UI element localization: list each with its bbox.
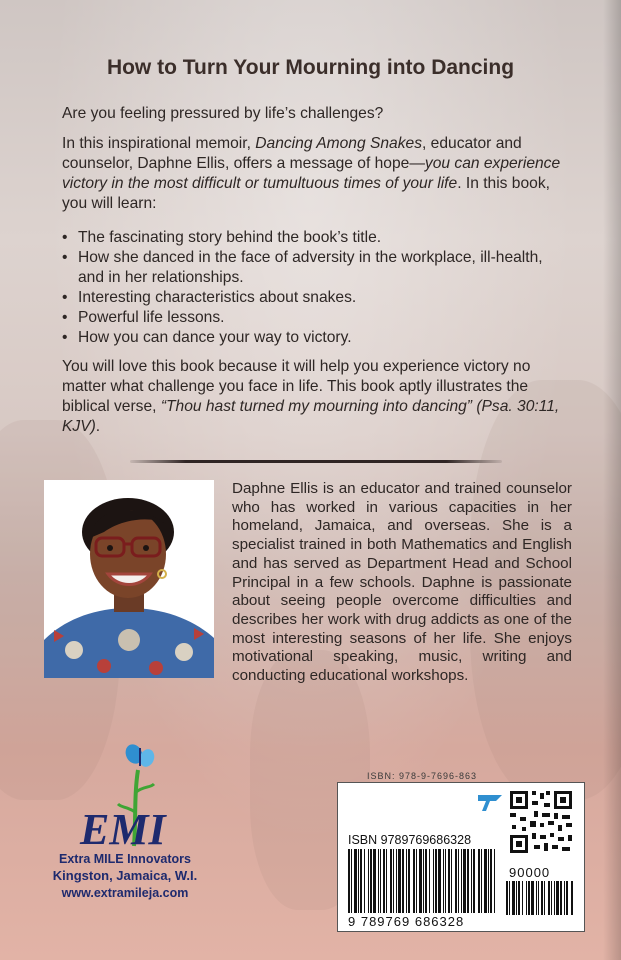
emi-logo-icon	[30, 740, 220, 850]
publisher-website: www.extramileja.com	[61, 886, 189, 900]
qr-code-icon	[508, 789, 574, 855]
intro-text: In this inspirational memoir,	[62, 135, 256, 152]
publisher-location: Kingston, Jamaica, W.I.	[52, 868, 198, 883]
learning-points-list	[62, 228, 562, 348]
price-code: 90000	[509, 865, 551, 880]
logo-letters: EMI	[80, 805, 166, 850]
list-item-text: How she danced in the face of adversity in the workplace, ill-health, and in her relationships.	[78, 249, 543, 286]
author-photo	[44, 480, 214, 678]
intro-text: , educator and counselor, Daphne Ellis, offers a message of hope—	[62, 135, 522, 172]
list-item-text: How you can dance your way to victory.	[78, 329, 352, 346]
section-divider	[130, 460, 502, 463]
intro-paragraph	[62, 134, 562, 214]
author-portrait-illustration	[44, 480, 214, 678]
publisher-name: Extra MILE Innovators	[59, 852, 191, 866]
price-barcode	[506, 881, 574, 915]
ingram-logo-icon	[476, 791, 504, 813]
list-item	[62, 248, 562, 288]
cover-title: How to Turn Your Mourning into Dancing	[106, 56, 515, 79]
intro-text: . In this book, you will learn:	[62, 175, 550, 212]
butterfly-icon	[123, 742, 157, 769]
book-title: Dancing Among Snakes	[255, 135, 423, 152]
bullet-marker: •	[62, 249, 68, 266]
list-item-text: Interesting characteristics about snakes.	[78, 289, 357, 306]
bullet-marker: •	[62, 329, 68, 346]
list-item	[62, 228, 562, 248]
spine-shadow	[603, 0, 621, 960]
isbn-barcode	[348, 849, 498, 913]
isbn-digits: 9 789769 686328	[348, 914, 465, 929]
cut-isbn-text: ISBN: 978-9-7696-863	[367, 771, 478, 781]
bible-verse: “Thou hast turned my mourning into dancing” (Psa. 30:11, KJV)	[62, 398, 560, 435]
closing-paragraph	[62, 357, 562, 437]
bullet-marker: •	[62, 309, 68, 326]
closing-text: .	[95, 418, 101, 435]
bullet-marker: •	[62, 289, 68, 306]
list-item-text: Powerful life lessons.	[78, 309, 225, 326]
intro-question: Are you feeling pressured by life’s challenges?	[62, 105, 384, 122]
publisher-logo	[30, 740, 220, 910]
closing-text: You will love this book because it will help you experience victory no matter what challenge you face in life. This book aptly illustrates the biblical verse,	[62, 358, 531, 415]
barcode-box	[337, 782, 585, 932]
author-bio: Daphne Ellis is an educator and trained counselor who has worked in various capacities in her homeland, Jamaica, and overseas. She is a specialist trained in both Mathematics and English and has served as Department Head and School Principal in a few schools. Daphne is passionate about seeing people overcome difficulties and describes her work with drug addicts as one of the most interesting seasons of her life. She enjoys motivational speaking, music, writing and conducting educational workshops.	[232, 480, 572, 685]
list-item	[62, 328, 562, 348]
list-item	[62, 308, 562, 328]
bullet-marker: •	[62, 229, 68, 246]
list-item	[62, 288, 562, 308]
list-item-text: The fascinating story behind the book’s title.	[78, 229, 382, 246]
promise-text: you can experience victory in the most difficult or tumultuous times of your life	[62, 155, 561, 192]
isbn-label: ISBN 9789769686328	[348, 833, 472, 847]
